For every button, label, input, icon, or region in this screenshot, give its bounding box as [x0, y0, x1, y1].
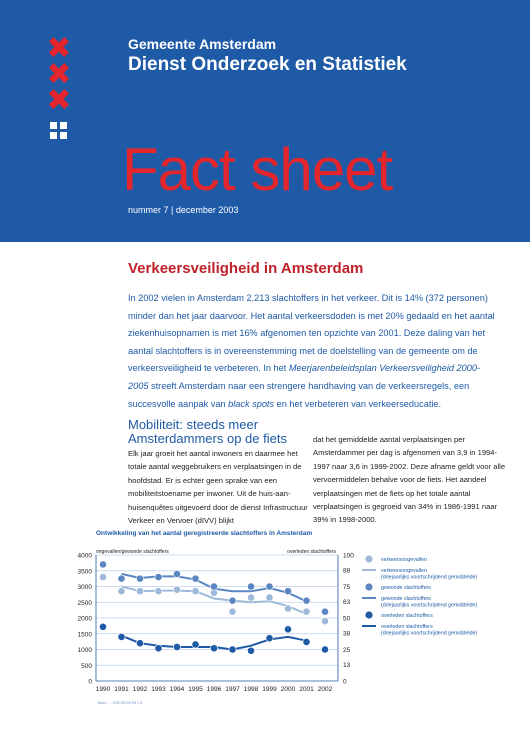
x-tick-label: 1997	[225, 686, 240, 693]
casualties-chart	[0, 540, 530, 710]
y-tick-label-left: 3000	[77, 584, 92, 591]
y-tick-label-left: 2000	[77, 615, 92, 623]
x-tick-label: 1994	[169, 686, 185, 693]
x-tick-label: 1990	[95, 686, 111, 693]
x-tick-label: 1998	[243, 686, 259, 693]
amsterdam-logo	[46, 31, 72, 118]
section-subheading: Mobiliteit: steeds meer Amsterdammers op de fiets	[128, 417, 287, 446]
intro-paragraph: In 2002 vielen in Amsterdam 2.213 slachtoffers in het verkeer. Dit is 14% (372 personen) minder dan het jaar daarvoor. Het aantal verkeersdoden is met 20% gedaald en het aantal ziekenhuisopnamen is met 16% afgenomen ten opzichte van 2001. Deze daling van het aantal slachtoffers is in overeenstemming met de doelstelling van de gemeente om de verkeersveiligheid te verbeteren. In het Meerjarenbeleidsplan Verkeersveiligheid 2000-2005 streeft Amsterdam naar een strengere handhaving van de verkeersregels, een succesvolle aanpak van black spots en het verbeteren van verkeerseducatie.	[128, 293, 495, 409]
legend-label: gewonde slachtoffers	[381, 596, 431, 602]
data-point	[99, 561, 106, 568]
cross-icon: ✖	[46, 31, 72, 66]
data-point	[136, 575, 143, 582]
y-tick-label-left: 1000	[77, 647, 92, 654]
x-tick-label: 1993	[151, 686, 166, 693]
data-point	[118, 588, 125, 595]
y-tick-label-right: 25	[343, 647, 351, 654]
y-tick-label-right: 38	[343, 630, 351, 638]
data-point	[303, 597, 310, 604]
right-axis-label: overleden slachtoffers	[287, 549, 336, 555]
data-point	[173, 643, 180, 650]
cross-icon: ✖	[46, 57, 72, 92]
y-tick-label-right: 50	[343, 615, 351, 623]
legend-label: overleden slachtoffers	[381, 613, 433, 619]
data-point	[321, 608, 328, 615]
data-point	[247, 583, 254, 590]
article-title: Verkeersveiligheid in Amsterdam	[128, 260, 364, 277]
legend-label: verkeersongevallen	[381, 557, 427, 563]
y-tick-label-right: 63	[343, 599, 351, 607]
legend-label: overleden slachtoffers	[381, 624, 433, 630]
legend-marker-point	[365, 611, 372, 618]
data-point	[210, 645, 217, 652]
data-point	[155, 588, 162, 595]
org-line1: Gemeente Amsterdam	[128, 36, 277, 52]
data-point	[247, 594, 254, 601]
y-tick-label-right: 100	[343, 552, 354, 560]
y-tick-label-left: 3500	[77, 568, 92, 576]
data-point	[210, 583, 217, 590]
legend-marker-point	[365, 583, 372, 590]
data-point	[266, 635, 273, 642]
y-tick-label-right: 0	[343, 678, 347, 686]
header-banner	[0, 0, 530, 242]
y-tick-label-right: 75	[343, 584, 351, 591]
data-point	[321, 618, 328, 625]
y-tick-label-right: 13	[343, 662, 351, 670]
x-tick-label: 1995	[188, 686, 203, 693]
legend-label: gewonde slachtoffers	[381, 585, 431, 591]
data-point	[155, 645, 162, 652]
data-point	[229, 646, 236, 653]
data-point	[247, 647, 254, 654]
data-point	[284, 605, 291, 612]
source-note: Bron: ... KIS 00 09 03 • 3	[98, 700, 143, 705]
data-point	[99, 573, 106, 580]
x-tick-label: 1996	[206, 686, 222, 693]
legend-label-sub: (driejaarlijks voortschrijdend gemiddelde)	[381, 630, 478, 637]
data-point	[192, 575, 199, 582]
data-point	[321, 646, 328, 653]
x-tick-label: 1992	[132, 686, 148, 693]
legend-label-sub: (driejaarlijks voortschrijdend gemiddelde)	[381, 602, 478, 609]
data-point	[284, 626, 291, 633]
data-point	[229, 608, 236, 615]
body-column-right: dat het gemiddelde aantal verplaatsingen per Amsterdammer per dag is afgenomen van 3,9 in 1994-1997 naar 3,6 in 1999-2002. Deze afname geldt voor alle vervoermiddelen behalve voor de fiets. Het aandeel verplaatsingen met de fiets op het totale aantal verplaatsingen is gegroeid van 34% in 1986-1991 naar 39% in 1998-2000.	[313, 435, 506, 525]
data-point	[192, 588, 199, 595]
y-tick-label-right: 88	[343, 567, 351, 575]
data-point	[266, 594, 273, 601]
body-column-left: Elk jaar groeit het aantal inwoners en daarmee het totale aantal weggebruikers en verplaatsingen in de hoofdstad. Er is echter geen sprake van een mobiliteitstoename per inwoner. Uit de huis-aan-huisenquêtes uitgevoerd door de dienst Infrastructuur Verkeer en Vervoer (dIVV) blijkt	[128, 449, 308, 526]
data-point	[99, 623, 106, 630]
legend-marker-point	[365, 555, 372, 562]
chart-title: Ontwikkeling van het aantal geregistreerde slachtoffers in Amsterdam	[96, 530, 313, 537]
left-axis-label: ongevallen/gewonde slachtoffers	[96, 549, 169, 555]
data-point	[118, 633, 125, 640]
doc-title: Fact sheet	[122, 136, 393, 203]
issue-line: nummer 7 | december 2003	[128, 205, 239, 215]
legend-label-sub: (driejaarlijks voortschrijdend gemiddelde)	[381, 574, 478, 581]
y-tick-label-left: 0	[88, 678, 92, 686]
data-point	[192, 641, 199, 648]
x-tick-label: 2001	[299, 686, 314, 693]
y-tick-label-left: 4000	[77, 552, 92, 560]
legend-label: verkeersongevallen	[381, 568, 427, 574]
y-tick-label-left: 500	[81, 662, 92, 670]
x-tick-label: 2000	[280, 686, 296, 693]
cross-icon: ✖	[46, 83, 72, 118]
dos-logo-icon	[50, 122, 68, 140]
org-line2: Dienst Onderzoek en Statistiek	[128, 54, 407, 75]
data-point	[266, 583, 273, 590]
data-point	[118, 575, 125, 582]
data-point	[284, 588, 291, 595]
data-point	[229, 597, 236, 604]
data-point	[136, 588, 143, 595]
y-tick-label-left: 2500	[77, 599, 92, 607]
data-point	[136, 640, 143, 647]
x-tick-label: 1999	[262, 686, 277, 693]
x-tick-label: 2002	[317, 686, 333, 693]
y-tick-label-left: 1500	[77, 631, 92, 639]
x-tick-label: 1991	[114, 686, 129, 693]
data-point	[155, 573, 162, 580]
data-point	[173, 586, 180, 593]
data-point	[303, 638, 310, 645]
data-point	[303, 608, 310, 615]
data-point	[173, 570, 180, 577]
